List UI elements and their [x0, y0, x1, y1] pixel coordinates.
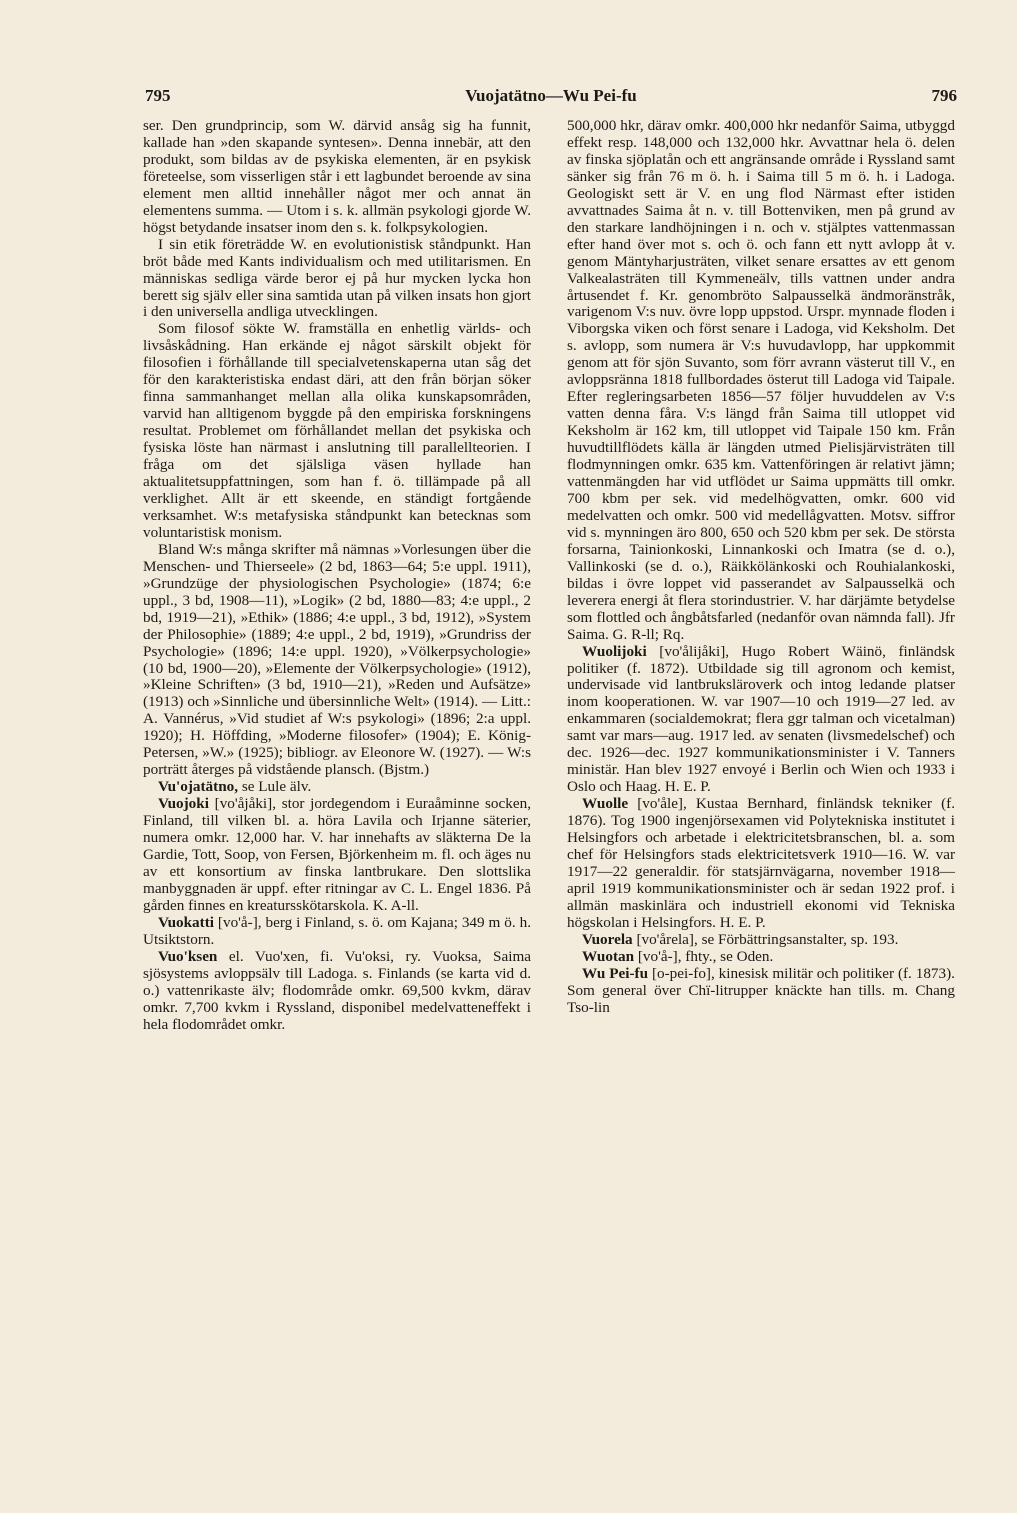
entry-headword: Wuolle: [582, 795, 629, 813]
paragraph: I sin etik företrädde W. en evolutionistisk ståndpunkt. Han bröt både med Kants individualism och med utilitarismen. En människas sedliga värde beror ej på hur mycken lycka hon berett sig själv eller sina samtida utan på vilken insats hon gjort i den universella andliga utvecklingen.: [143, 235, 531, 321]
paragraph: ser. Den grundprincip, som W. därvid ansåg sig ha funnit, kallade han »den skapande syntesen». Denna innebär, att den produkt, som bildas av de psykiska elementen, är en psykisk företeelse, som visserligen står i ett lagbundet beroende av sina element men alltid innehåller något mer och annat än elementens summa. — Utom i s. k. allmän psykologi gjorde W. högst betydande insatser inom den s. k. folkpsykologien.: [143, 117, 531, 236]
left-column: [143, 118, 531, 1033]
right-column: [567, 118, 955, 1017]
running-header: [145, 86, 957, 110]
entry-headword: Wuotan: [582, 947, 635, 965]
entry: Vuo'ksen el. Vuo'xen, fi. Vu'oksi, ry. Vuoksa, Saima sjösystems avloppsälv till Ladoga. s. Finlands (se karta vid d. o.) vattenrikaste älv; flodområde omkr. 69,500 kvkm, därav omkr. 7,700 kvkm i Ryssland, disponibel medelvatteneffekt i hela flodområdet omkr.: [143, 947, 531, 1033]
paragraph: Som filosof sökte W. framställa en enhetlig världs- och livsåskådning. Han erkände ej något särskilt objekt för filosofien i förhållande till specialvetenskaperna utan såg det för den karakteristiska endast däri, att den från början söker finna sammanhanget mellan alla olika kunskapsområden, varvid han alltigenom byggde på den empiriska forskningens resultat. Problemet om förhållandet mellan det psykiska och fysiska löste han närmast i anslutning till parallellteorien. I fråga om det själsliga väsen hyllade han aktualitetsuppfattningen, som han f. ö. tillämpade på all verklighet. Allt är ett skeende, en ständigt fortgående verksamhet. W:s metafysiska ståndpunkt kan betecknas som voluntaristisk monism.: [143, 320, 531, 541]
entry-headword: Vuorela: [582, 930, 633, 948]
page-number-right: 796: [931, 86, 957, 105]
entry: Wuolijoki [vo'ålijåki], Hugo Robert Wäinö, finländsk politiker (f. 1872). Utbildade sig till agronom och kemist, undervisade vid lantbruksläroverk och intog ledande platser inom kooperationen. W. var 1907—10 och 1919—27 led. av enkammaren (socialdemokrat; flera ggr talman och vicetalman) samt var mars—aug. 1917 led. av senaten (livsmedelschef) och dec. 1926—dec. 1927 kommunikationsminister i V. Tanners ministär. Han blev 1927 envoyé i Berlin och Wien och 1933 i Oslo och Haag. H. E. P.: [567, 642, 955, 796]
entry: Wuolle [vo'åle], Kustaa Bernhard, finländsk tekniker (f. 1876). Tog 1900 ingenjörsexamen vid Polytekniska institutet i Helsingfors och arbetade i elektricitetsbranschen, bl. a. som chef för Helsingfors stads elektricitetsverk 1910—16. W. var 1917—22 generaldir. för statsjärnvägarna, november 1918—april 1919 kommunikationsminister och är sedan 1922 prof. i allmän maskinlära och industriell ekonomi vid Tekniska högskolan i Helsingfors. H. E. P.: [567, 795, 955, 931]
entry-headword: Vuokatti: [158, 913, 214, 931]
paragraph: 500,000 hkr, därav omkr. 400,000 hkr nedanför Saima, utbyggd effekt resp. 148,000 och 132,000 hkr. Avvattnar hela ö. delen av finska sjöplatån och ett angränsande område i Ryssland samt sänker sig från 76 m ö. h. i Saima till 5 m ö. h. i Ladoga. Geologiskt sett är V. en ung flod Närmast efter istiden avvattnades Saima åt n. v. till Bottenviken, men på grund av den starkare landhöjningen i n. och v. stjälptes vattenmassan efter hand över mot s. och ö. och fann ett nytt avlopp åt v. genom Mäntyharjusträten, vilket senare ersattes av ett genom Valkealasträten till Kymmeneälv, tills vattnen under andra årtusendet f. Kr. genombröto Salpausselkä ändmoränstråk, varigenom V:s nuv. övre lopp uppstod. Urspr. mynnade floden i Viborgska viken och först senare i Ladoga, vid Keksholm. Det s. avlopp, som numera är V:s huvudavlopp, har uppkommit genom att för sjön Suvanto, som förr avrann västerut till V., en avloppsränna 1818 fullbordades österut till Ladoga vid Taipale. Efter regleringsarbeten 1856—57 följer huvuddelen av V:s vatten denna fåra. V:s längd från Saima till utloppet vid Keksholm är 162 km, till utloppet vid Taipale 150 km. Från huvudtillflödets källa är längden utmed Pielisjärvisträten till flodmynningen omkr. 635 km. Vattenföringen är relativt jämn; vattenmängden har vid utflödet ur Saima uppmätts till omkr. 700 kbm per sek. vid medelhögvatten, omkr. 600 vid medelvatten och omkr. 500 vid medellågvatten. Motsv. siffror vid s. mynningen äro 800, 650 och 520 kbm per sek. De största forsarna, Tainionkoski, Linnankoski och Imatra (se d. o.), Vallinkoski (se d. o.), Räikkölänkoski och Rouhialankoski, bildas i övre loppet vid passerandet av Salpausselkä och leverera energi åt flera storindustrier. V. har därjämte betydelse som flottled och ångbåtsfarled (nedanför ovan nämnda fall). Jfr Saima. G. R-ll; Rq.: [567, 117, 955, 643]
entry: Vuokatti [vo'å-], berg i Finland, s. ö. om Kajana; 349 m ö. h. Utsiktstorn.: [143, 913, 531, 948]
entry: Wu Pei-fu [o-pei-fo], kinesisk militär och politiker (f. 1873). Som general över Chï-litrupper knäckte han tills. m. Chang Tso-lin: [567, 964, 955, 1016]
header-title: Vuojatätno—Wu Pei-fu: [465, 86, 637, 105]
entry-headword: Vuo'ksen: [158, 947, 218, 965]
entry: Wuotan [vo'å-], fhty., se Oden.: [582, 947, 774, 965]
entry-headword: Wuolijoki: [582, 642, 647, 660]
entry: Vuojoki [vo'åjåki], stor jordegendom i Euraåminne socken, Finland, till vilken bl. a. höra Lavila och Irjanne säterier, numera omkr. 12,000 har. V. har innehafts av släkterna De la Gardie, Tott, Soop, von Fersen, Björkenheim m. fl. och äges nu av ett konsortium av finska lantbrukare. Den slottslika manbyggnaden är uppf. efter ritningar av C. L. Engel 1836. På gården finnes en kreatursskötarskola. K. A-ll.: [143, 795, 531, 914]
entry: Vuorela [vo'årela], se Förbättringsanstalter, sp. 193.: [582, 930, 899, 948]
entry-headword: Wu Pei-fu: [582, 964, 649, 982]
entry-headword: Vuojoki: [158, 795, 209, 813]
page-number-left: 795: [145, 86, 171, 105]
entry: Vu'ojatätno, se Lule älv.: [158, 778, 312, 796]
entry-headword: Vu'ojatätno,: [158, 778, 239, 796]
paragraph: Bland W:s många skrifter må nämnas »Vorlesungen über die Menschen- und Thierseele» (2 bd, 1863—64; 5:e uppl. 1911), »Grundzüge der physiologischen Psychologie» (1874; 6:e uppl., 3 bd, 1908—11), »Logik» (2 bd, 1880—83; 4:e uppl., 2 bd, 1919—21), »Ethik» (1886; 4:e uppl., 3 bd, 1912), »System der Philosophie» (1889; 4:e uppl., 2 bd, 1919), »Grundriss der Psychologie» (1896; 14:e uppl. 1920), »Völkerpsychologie» (10 bd, 1900—20), »Elemente der Völkerpsychologie» (1912), »Kleine Schriften» (3 bd, 1910—21), »Reden und Aufsätze» (1913) och »Sinnliche und übersinnliche Welt» (1914). — Litt.: A. Vannérus, »Vid studiet af W:s psykologi» (1896; 2:a uppl. 1920); H. Höffding, »Moderne filosofer» (1904); E. König-Petersen, »W.» (1925); bibliogr. av Eleonore W. (1927). — W:s porträtt återges på vidstående plansch. (Bjstm.): [143, 540, 531, 779]
